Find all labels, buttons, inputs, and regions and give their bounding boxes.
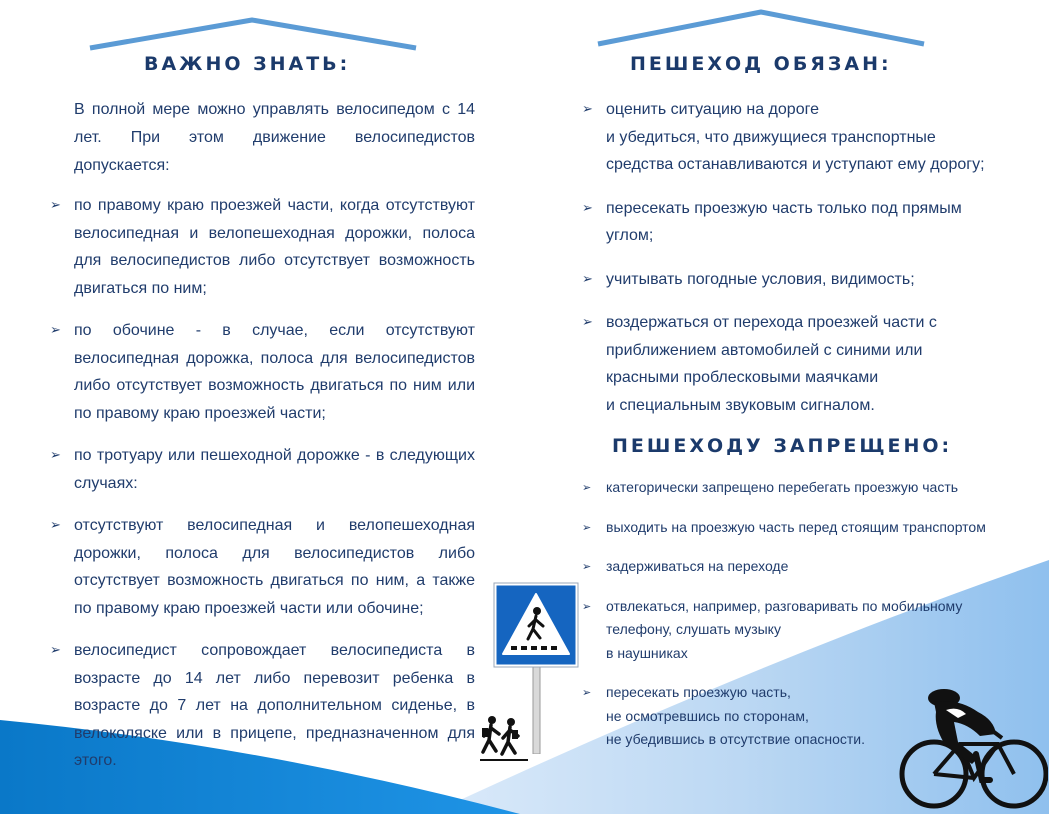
list-item — [582, 195, 1006, 250]
list-item — [582, 516, 1006, 540]
list-item-text: воздержаться от перехода проезжей части с приближением автомобилей с синими или красными проблесковыми маячками и специальным звуковым сигналом. — [606, 314, 937, 414]
right-roof-decoration — [596, 8, 926, 48]
bullet-arrow-icon: ➢ — [582, 560, 592, 573]
list-item-text: пересекать проезжую часть, не осмотревшись по сторонам, не убедившись в отсутствие опасности. — [606, 684, 866, 747]
left-list — [50, 192, 475, 775]
bullet-arrow-icon: ➢ — [582, 315, 593, 330]
list-item — [50, 512, 475, 622]
bullet-arrow-icon: ➢ — [50, 643, 61, 658]
list-item-text: по правому краю проезжей части, когда отсутствуют велосипедная и велопешеходная дорожки, полоса для велосипедистов либо отсутствует возможность двигаться по ним; — [74, 197, 475, 297]
list-item-text: оценить ситуацию на дороге и убедиться, что движущиеся транспортные средства останавливаются и уступают ему дорогу; — [606, 101, 985, 173]
right-heading: ПЕШЕХОД ОБЯЗАН: — [630, 53, 892, 75]
left-column — [50, 96, 475, 790]
list-item-text: категорически запрещено перебегать проезжую часть — [606, 479, 959, 495]
bullet-arrow-icon: ➢ — [582, 686, 592, 699]
list-item — [582, 476, 1006, 500]
left-intro: В полной мере можно управлять велосипедом с 14 лет. При этом движение велосипедистов допускается: — [74, 101, 475, 174]
bullet-arrow-icon: ➢ — [582, 200, 593, 216]
list-item-text: по тротуару или пешеходной дорожке - в следующих случаях: — [74, 447, 475, 492]
bullet-arrow-icon: ➢ — [50, 518, 61, 533]
bullet-arrow-icon: ➢ — [582, 520, 592, 534]
bullet-arrow-icon: ➢ — [582, 271, 593, 287]
right-heading-2: ПЕШЕХОДУ ЗАПРЕЩЕНО: — [612, 435, 953, 457]
right-list — [582, 96, 1006, 419]
bullet-arrow-icon: ➢ — [582, 102, 593, 117]
left-heading: ВАЖНО ЗНАТЬ: — [144, 53, 351, 75]
list-item-text: выходить на проезжую часть перед стоящим транспортом — [606, 518, 986, 535]
bullet-arrow-icon: ➢ — [582, 481, 592, 494]
left-roof-decoration — [88, 16, 418, 52]
list-item-text: велосипедист сопровождает велосипедиста в возрасте до 14 лет либо перевозит ребенка в возрасте до 7 лет на дополнительном сиденье, в велоколяске или в прицепе, предназначенном для этого. — [74, 642, 475, 769]
list-item — [50, 317, 475, 427]
list-item-text: пересекать проезжую часть только под прямым углом; — [606, 199, 962, 244]
list-item-text: по обочине - в случае, если отсутствуют велосипедная дорожка, полоса для велосипедистов либо отсутствует возможность двигаться по ним или по правому краю проезжей части; — [74, 322, 475, 422]
list-item — [50, 637, 475, 775]
list-item — [582, 96, 1006, 179]
list-item-text: отвлекаться, например, разговаривать по мобильному телефону, слушать музыку в наушниках — [606, 597, 963, 661]
bullet-arrow-icon: ➢ — [50, 448, 61, 463]
bullet-arrow-icon: ➢ — [50, 323, 61, 338]
list-item — [582, 595, 1006, 666]
children-crossing-icon — [478, 714, 532, 766]
list-item — [582, 555, 1006, 579]
list-item-text: отсутствуют велосипедная и велопешеходная дорожки, полоса для велосипедистов либо отсутствует возможность двигаться по ним, а также по правому краю проезжей части или обочине; — [74, 517, 475, 617]
right-column — [582, 96, 1006, 435]
cyclist-icon — [898, 684, 1048, 812]
list-item — [582, 309, 1006, 419]
list-item — [50, 192, 475, 302]
bullet-arrow-icon: ➢ — [582, 599, 592, 613]
list-item — [50, 442, 475, 497]
list-item — [582, 266, 1006, 294]
bullet-arrow-icon: ➢ — [50, 198, 61, 213]
list-item-text: задерживаться на переходе — [606, 558, 789, 574]
list-item-text: учитывать погодные условия, видимость; — [606, 270, 915, 288]
